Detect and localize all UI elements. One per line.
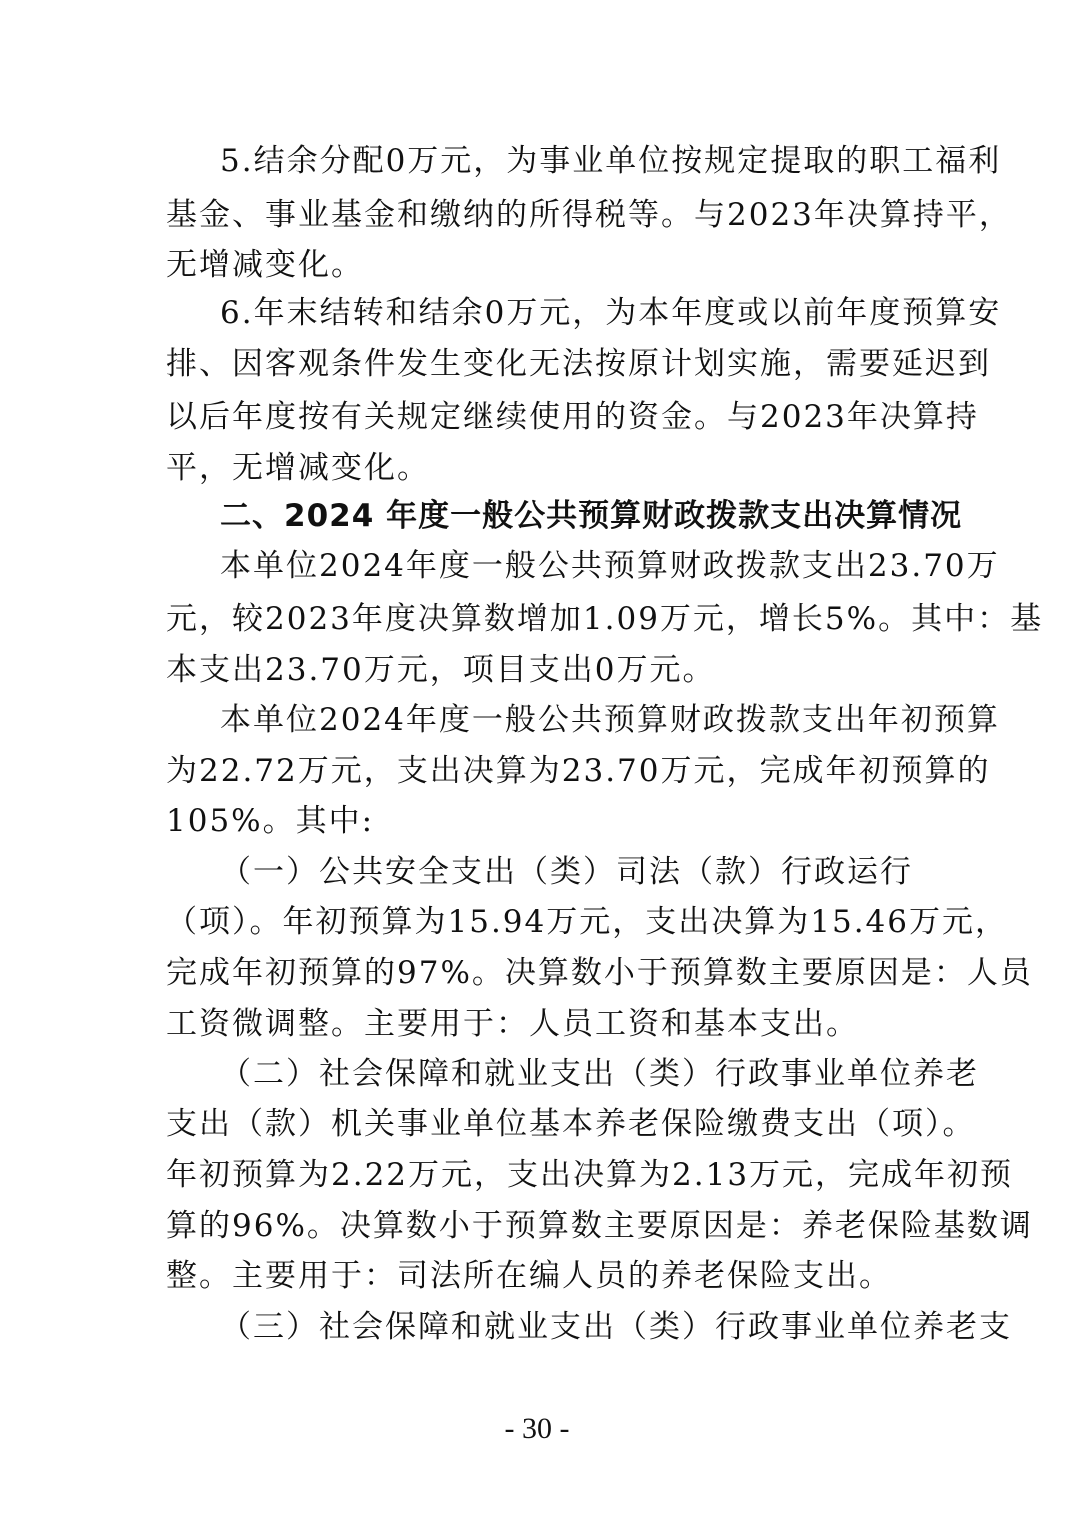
paragraph-line: 本单位2024年度一般公共预算财政拨款支出23.70万	[220, 548, 1000, 584]
paragraph-line: 平，无增减变化。	[166, 450, 430, 486]
paragraph-line: 整。主要用于：司法所在编人员的养老保险支出。	[166, 1258, 892, 1294]
paragraph-line: 年初预算为2.22万元，支出决算为2.13万元，完成年初预	[166, 1157, 1014, 1193]
page-number: - 30 -	[504, 1412, 570, 1445]
paragraph-line: 算的96%。决算数小于预算数主要原因是：养老保险基数调	[166, 1208, 1033, 1244]
paragraph-line: （三）社会保障和就业支出（类）行政事业单位养老支	[220, 1309, 1012, 1345]
paragraph-line: 工资微调整。主要用于：人员工资和基本支出。	[166, 1006, 859, 1042]
paragraph-line: 5.结余分配0万元，为事业单位按规定提取的职工福利	[220, 143, 1002, 179]
paragraph-line: 105%。其中:	[166, 803, 375, 839]
paragraph-line: 以后年度按有关规定继续使用的资金。与2023年决算持	[166, 399, 979, 435]
paragraph-line: （项）。年初预算为15.94万元，支出决算为15.46万元，	[166, 904, 1008, 940]
paragraph-line: （一）公共安全支出（类）司法（款）行政运行	[220, 854, 913, 890]
paragraph-line: 完成年初预算的97%。决算数小于预算数主要原因是：人员	[166, 955, 1033, 991]
paragraph-line: 为22.72万元，支出决算为23.70万元，完成年初预算的	[166, 753, 991, 789]
paragraph-line: 支出（款）机关事业单位基本养老保险缴费支出（项）。	[166, 1106, 976, 1142]
paragraph-line: 无增减变化。	[166, 247, 364, 283]
paragraph-line: 基金、事业基金和缴纳的所得税等。与2023年决算持平，	[166, 197, 1012, 233]
paragraph-line: 本支出23.70万元，项目支出0万元。	[166, 652, 716, 688]
paragraph-line: 6.年末结转和结余0万元，为本年度或以前年度预算安	[220, 295, 1002, 331]
paragraph-line: 排、因客观条件发生变化无法按原计划实施，需要延迟到	[166, 346, 991, 382]
paragraph-line: （二）社会保障和就业支出（类）行政事业单位养老	[220, 1056, 979, 1092]
paragraph-line: 本单位2024年度一般公共预算财政拨款支出年初预算	[220, 702, 1000, 738]
paragraph-line: 元，较2023年度决算数增加1.09万元，增长5%。其中：基	[166, 601, 1044, 637]
section-heading: 二、2024 年度一般公共预算财政拨款支出决算情况	[220, 498, 963, 534]
